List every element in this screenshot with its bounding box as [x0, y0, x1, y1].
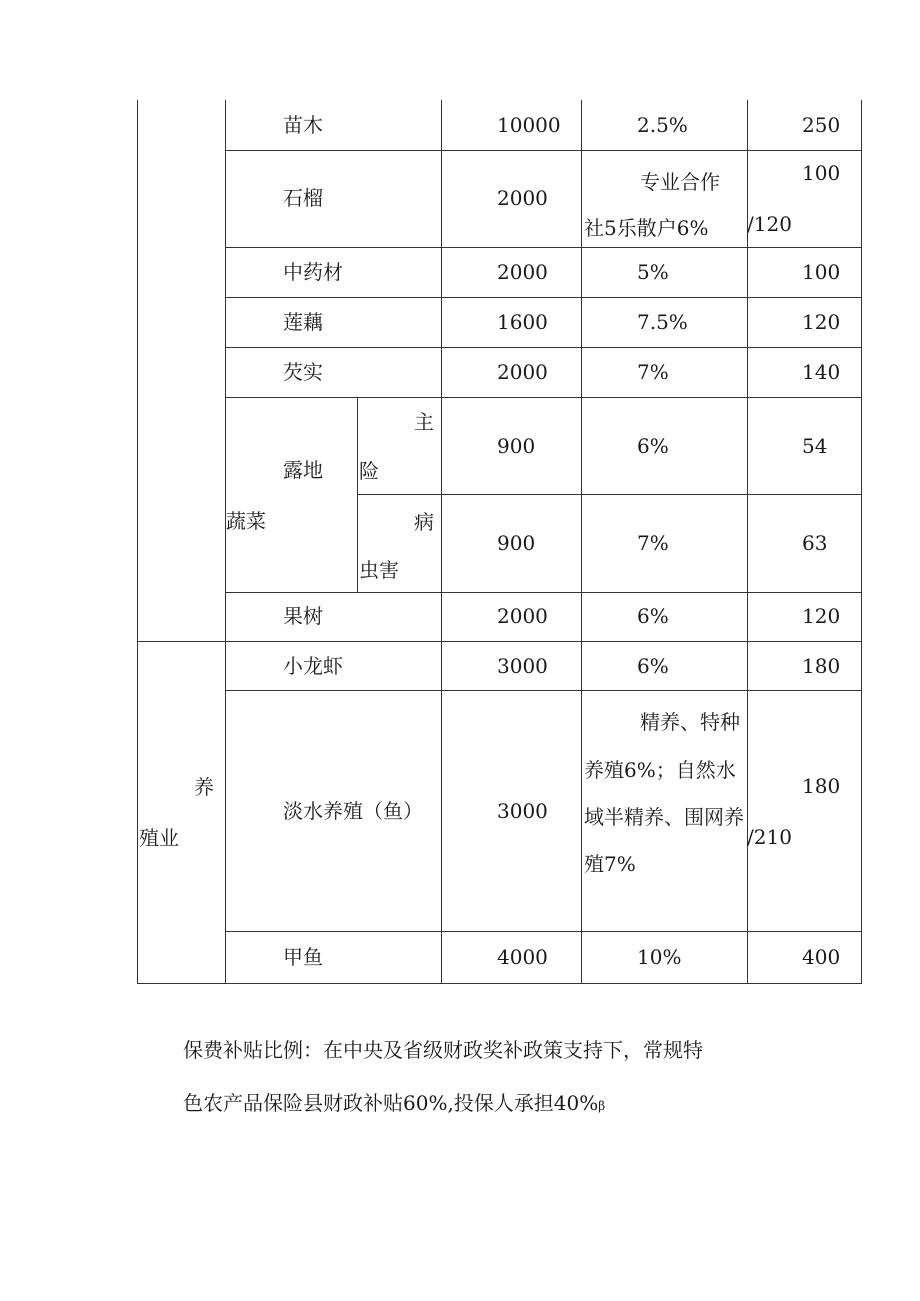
cell-category-line: 殖业	[139, 826, 179, 850]
cell-premium: 400	[802, 945, 841, 969]
cell-name: 中药材	[283, 260, 343, 284]
cell-amount: 2000	[497, 186, 548, 210]
cell-rate: 7%	[637, 531, 669, 555]
paragraph-text: 色农产品保险县财政补贴60%,投保人承担40%	[183, 1091, 599, 1115]
paragraph-text: 保费补贴比例：在中央及省级财政奖补政策支持下，常规特	[183, 1038, 703, 1062]
cell-amount: 3000	[497, 799, 548, 823]
cell-rate-line: 域半精养、围网养	[584, 805, 744, 829]
cell-type-line: 虫害	[359, 558, 399, 582]
cell-rate: 7.5%	[637, 310, 688, 334]
cell-premium: 54	[802, 434, 828, 458]
cell-premium: 120	[802, 604, 841, 628]
cell-amount: 900	[497, 434, 536, 458]
cell-name: 莲藕	[283, 310, 323, 334]
table-section-divider	[137, 641, 862, 642]
table-row-divider	[225, 347, 862, 348]
cell-name: 淡水养殖（鱼）	[283, 799, 423, 823]
paragraph-line	[183, 1091, 605, 1118]
cell-name: 甲鱼	[283, 945, 323, 969]
cell-amount: 4000	[497, 945, 548, 969]
cell-amount: 2000	[497, 360, 548, 384]
table-row-divider	[225, 931, 862, 932]
cell-rate: 2.5%	[637, 113, 688, 137]
cell-premium-line: 180	[802, 774, 841, 798]
cell-rate: 6%	[637, 434, 669, 458]
table-row-divider	[225, 397, 862, 398]
cell-type-line: 病	[414, 510, 434, 534]
cell-name: 果树	[283, 604, 323, 628]
table-col-divider	[441, 100, 442, 984]
cell-amount: 10000	[497, 113, 561, 137]
table-border-bottom	[137, 983, 862, 984]
cell-type-line: 险	[359, 459, 379, 483]
cell-premium: 100	[802, 260, 841, 284]
cell-name: 石榴	[283, 186, 323, 210]
cell-premium-line: /120	[747, 212, 792, 236]
cell-premium: 120	[802, 310, 841, 334]
table-col-divider	[225, 100, 226, 984]
table-row-divider	[357, 494, 862, 495]
cell-premium: 140	[802, 360, 841, 384]
cell-rate: 7%	[637, 360, 669, 384]
cell-premium: 63	[802, 531, 828, 555]
cell-amount: 3000	[497, 654, 548, 678]
cell-rate: 5%	[637, 260, 669, 284]
table-row-divider	[225, 247, 862, 248]
table-row-divider	[225, 297, 862, 298]
cell-premium: 180	[802, 654, 841, 678]
table-border-right	[861, 100, 862, 984]
cell-rate-line: 精养、特种	[640, 710, 740, 734]
cell-subgroup-label: 露地	[283, 458, 323, 482]
table-col-divider	[581, 100, 582, 984]
cell-rate: 6%	[637, 604, 669, 628]
cell-rate-line: 社5乐散户6%	[584, 216, 709, 240]
cell-premium-line: 100	[802, 161, 841, 185]
cell-rate-line: 殖7%	[584, 852, 636, 876]
cell-premium: 250	[802, 113, 841, 137]
table-row-divider	[225, 592, 862, 593]
cell-rate-line: 养殖6%；自然水	[584, 758, 736, 782]
cell-amount: 2000	[497, 260, 548, 284]
cell-rate-line: 专业合作	[640, 170, 720, 194]
paragraph-mark: β	[598, 1099, 606, 1113]
cell-name: 苗木	[283, 113, 323, 137]
table-row-divider	[225, 150, 862, 151]
cell-name: 小龙虾	[283, 654, 343, 678]
cell-amount: 1600	[497, 310, 548, 334]
table-row-divider	[225, 690, 862, 691]
paragraph-line	[183, 1038, 703, 1062]
cell-type-line: 主	[414, 410, 434, 434]
table-border-left	[137, 100, 138, 984]
cell-premium-line: /210	[747, 825, 792, 849]
cell-rate: 6%	[637, 654, 669, 678]
cell-rate: 10%	[637, 945, 682, 969]
cell-amount: 2000	[497, 604, 548, 628]
cell-group-label: 蔬菜	[226, 509, 266, 533]
cell-name: 芡实	[283, 360, 323, 384]
cell-category-line: 养	[194, 775, 214, 799]
cell-amount: 900	[497, 531, 536, 555]
